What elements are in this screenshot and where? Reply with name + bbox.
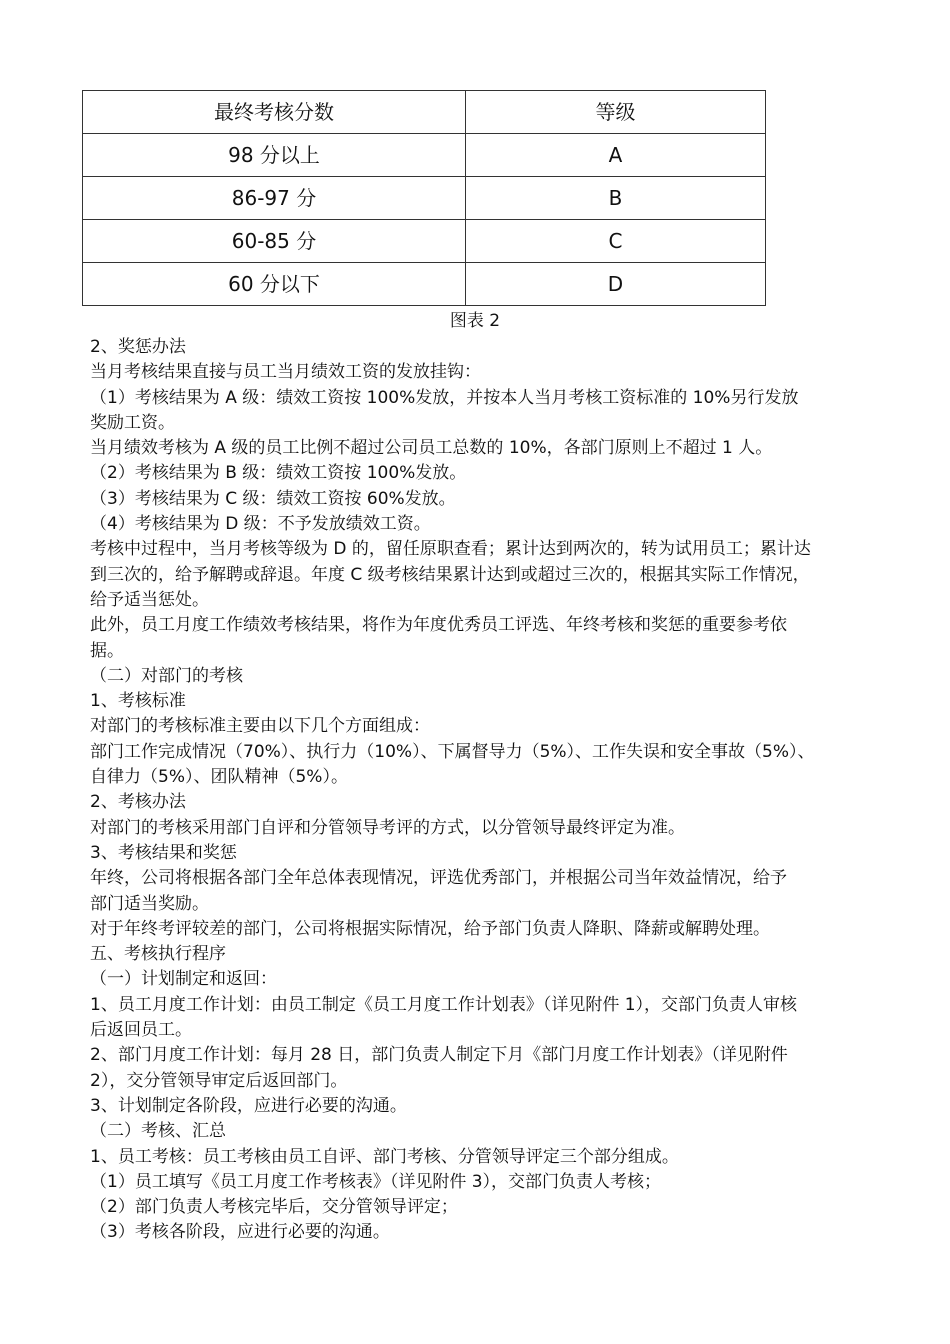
text-line: 3、计划制定各阶段，应进行必要的沟通。 — [90, 1095, 407, 1116]
table-row — [83, 134, 766, 177]
table-header-row — [83, 91, 766, 134]
table-caption: 图表 2 — [449, 311, 501, 331]
text-line: 此外，员工月度工作绩效考核结果，将作为年度优秀员工评选、年终考核和奖惩的重要参考依 — [90, 615, 787, 636]
text-line: （3）考核结果为 C 级：绩效工资按 60%发放。 — [90, 488, 456, 509]
table-row — [83, 220, 766, 263]
document-body — [90, 335, 870, 1246]
text-line: （二）对部门的考核 — [90, 665, 243, 686]
text-line: （2）考核结果为 B 级：绩效工资按 100%发放。 — [90, 463, 467, 484]
table-row — [83, 177, 766, 220]
text-line: 1、考核标准 — [90, 691, 186, 712]
table-cell: 86-97 分 — [83, 177, 466, 220]
table-cell: C — [466, 220, 766, 263]
text-line: 五、考核执行程序 — [90, 944, 226, 965]
text-line: （3）考核各阶段，应进行必要的沟通。 — [90, 1222, 390, 1243]
text-line: 考核中过程中，当月考核等级为 D 的，留任原职查看；累计达到两次的，转为试用员工；累计达 — [90, 539, 811, 560]
text-line: 后返回员工。 — [90, 1020, 192, 1041]
table-cell: 60 分以下 — [83, 263, 466, 306]
text-line: 2），交分管领导审定后返回部门。 — [90, 1070, 348, 1091]
text-line: （二）考核、汇总 — [90, 1121, 226, 1142]
text-line: 奖励工资。 — [90, 412, 175, 433]
table-header-cell: 最终考核分数 — [83, 91, 466, 134]
text-line: 据。 — [90, 640, 124, 661]
text-line: 2、考核办法 — [90, 792, 186, 813]
table-row — [83, 263, 766, 306]
text-line: 对部门的考核标准主要由以下几个方面组成： — [90, 716, 430, 737]
text-line: 自律力（5%）、团队精神（5%）。 — [90, 767, 348, 788]
table-cell: 60-85 分 — [83, 220, 466, 263]
text-line: 给予适当惩处。 — [90, 589, 209, 610]
table-cell: D — [466, 263, 766, 306]
text-line: 当月绩效考核为 A 级的员工比例不超过公司员工总数的 10%，各部门原则上不超过 1 人。 — [90, 438, 773, 459]
text-line: 2、奖惩办法 — [90, 337, 186, 357]
text-line: 部门适当奖励。 — [90, 893, 209, 914]
text-line: 1、员工月度工作计划：由员工制定《员工月度工作计划表》（详见附件 1），交部门负责人审核 — [90, 994, 798, 1015]
grade-table — [82, 90, 766, 306]
text-line: （2）部门负责人考核完毕后，交分管领导评定； — [90, 1197, 458, 1218]
text-line: （一）计划制定和返回： — [90, 969, 277, 990]
text-line: 2、部门月度工作计划：每月 28 日，部门负责人制定下月《部门月度工作计划表》（详见附件 — [90, 1045, 788, 1066]
text-line: 对于年终考评较差的部门，公司将根据实际情况，给予部门负责人降职、降薪或解聘处理。 — [90, 918, 770, 939]
table-cell: B — [466, 177, 766, 220]
table-cell: 98 分以上 — [83, 134, 466, 177]
text-line: （4）考核结果为 D 级：不予发放绩效工资。 — [90, 514, 431, 535]
text-line: 部门工作完成情况（70%）、执行力（10%）、下属督导力（5%）、工作失误和安全事故（5%）、 — [90, 741, 815, 762]
text-line: 年终，公司将根据各部门全年总体表现情况，评选优秀部门，并根据公司当年效益情况，给予 — [90, 868, 787, 889]
text-line: （1）员工填写《员工月度工作考核表》（详见附件 3），交部门负责人考核； — [90, 1171, 662, 1192]
text-line: 3、考核结果和奖惩 — [90, 842, 237, 863]
text-line: 当月考核结果直接与员工当月绩效工资的发放挂钩： — [90, 362, 481, 383]
text-line: 1、员工考核：员工考核由员工自评、部门考核、分管领导评定三个部分组成。 — [90, 1146, 679, 1167]
text-line: 到三次的，给予解聘或辞退。年度 C 级考核结果累计达到或超过三次的，根据其实际工作情况， — [90, 564, 810, 585]
text-line: 对部门的考核采用部门自评和分管领导考评的方式，以分管领导最终评定为准。 — [90, 817, 685, 838]
text-line: （1）考核结果为 A 级：绩效工资按 100%发放，并按本人当月考核工资标准的 10%另行发放 — [90, 387, 799, 408]
table-cell: A — [466, 134, 766, 177]
table-header-cell: 等级 — [466, 91, 766, 134]
